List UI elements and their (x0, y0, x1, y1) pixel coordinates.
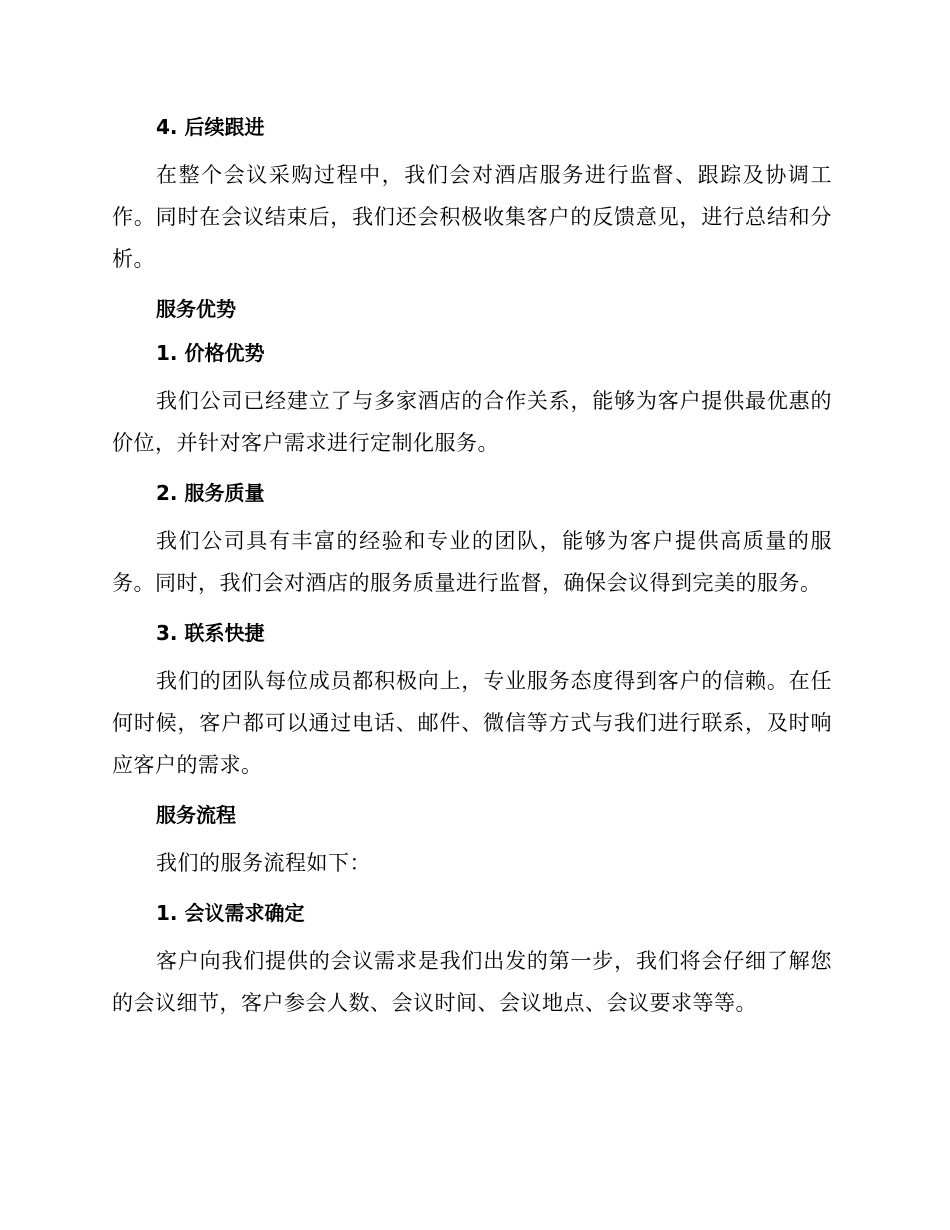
paragraph-meeting-requirements: 客户向我们提供的会议需求是我们出发的第一步，我们将会仔细了解您的会议细节，客户参会人数、会议时间、会议地点、会议要求等等。 (112, 949, 832, 1015)
paragraph-process-intro: 我们的服务流程如下： (156, 851, 371, 875)
section-heading-service-process: 服务流程 (156, 803, 236, 827)
subheading-service-quality: 2. 服务质量 (156, 481, 265, 505)
section-heading-follow-up: 4. 后续跟进 (156, 115, 265, 139)
section-heading-service-advantages: 服务优势 (156, 297, 236, 321)
subheading-quick-contact: 3. 联系快捷 (156, 621, 265, 645)
paragraph-quick-contact: 我们的团队每位成员都积极向上，专业服务态度得到客户的信赖。在任何时候，客户都可以通过电话、邮件、微信等方式与我们进行联系，及时响应客户的需求。 (112, 669, 832, 777)
paragraph-service-quality: 我们公司具有丰富的经验和专业的团队，能够为客户提供高质量的服务。同时，我们会对酒店的服务质量进行监督，确保会议得到完美的服务。 (112, 529, 832, 595)
paragraph-price-advantage: 我们公司已经建立了与多家酒店的合作关系，能够为客户提供最优惠的价位，并针对客户需求进行定制化服务。 (112, 389, 832, 455)
subheading-price-advantage: 1. 价格优势 (156, 341, 265, 365)
document-body (112, 110, 832, 1036)
paragraph-follow-up: 在整个会议采购过程中，我们会对酒店服务进行监督、跟踪及协调工作。同时在会议结束后，我们还会积极收集客户的反馈意见，进行总结和分析。 (112, 163, 832, 271)
subheading-meeting-requirements: 1. 会议需求确定 (156, 901, 305, 925)
